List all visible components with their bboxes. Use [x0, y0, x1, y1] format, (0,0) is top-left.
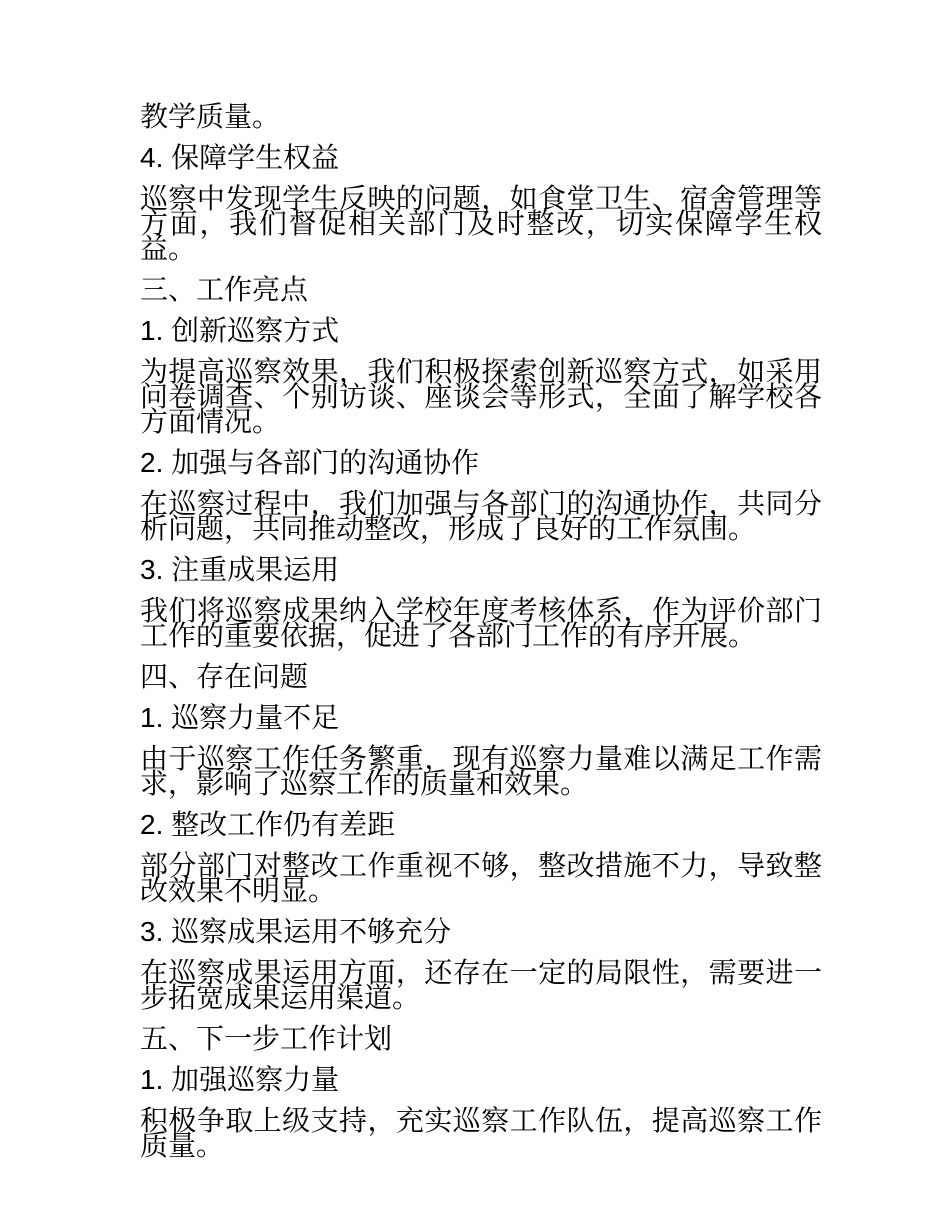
paragraph: 为提高巡察效果，我们积极探索创新巡察方式，如采用问卷调查、个别访谈、座谈会等形式，全面了解学校各方面情况。 [140, 356, 822, 437]
paragraph: 教学质量。 [140, 101, 281, 132]
item-heading: 3. 注重成果运用 [140, 554, 340, 585]
paragraph: 巡察中发现学生反映的问题，如食堂卫生、宿舍管理等方面，我们督促相关部门及时整改，切实保障学生权益。 [140, 183, 822, 264]
paragraph: 我们将巡察成果纳入学校年度考核体系，作为评价部门工作的重要依据，促进了各部门工作的有序开展。 [140, 595, 822, 651]
item-heading: 1. 巡察力量不足 [140, 702, 340, 733]
item-heading: 1. 加强巡察力量 [140, 1064, 340, 1095]
item-heading: 3. 巡察成果运用不够充分 [140, 916, 452, 947]
item-heading: 2. 加强与各部门的沟通协作 [140, 447, 480, 478]
paragraph: 在巡察过程中，我们加强与各部门的沟通协作，共同分析问题，共同推动整改，形成了良好的工作氛围。 [140, 488, 822, 544]
paragraph: 积极争取上级支持，充实巡察工作队伍，提高巡察工作质量。 [140, 1105, 822, 1161]
section-heading: 四、存在问题 [140, 661, 309, 692]
paragraph: 由于巡察工作任务繁重，现有巡察力量难以满足工作需求，影响了巡察工作的质量和效果。 [140, 743, 822, 799]
section-heading: 三、工作亮点 [140, 274, 309, 305]
item-heading: 1. 创新巡察方式 [140, 315, 340, 346]
section-heading: 五、下一步工作计划 [140, 1023, 393, 1054]
item-heading: 4. 保障学生权益 [140, 142, 340, 173]
item-heading: 2. 整改工作仍有差距 [140, 809, 396, 840]
document-body [140, 101, 822, 1161]
paragraph: 在巡察成果运用方面，还存在一定的局限性，需要进一步拓宽成果运用渠道。 [140, 957, 822, 1013]
paragraph: 部分部门对整改工作重视不够，整改措施不力，导致整改效果不明显。 [140, 850, 822, 906]
